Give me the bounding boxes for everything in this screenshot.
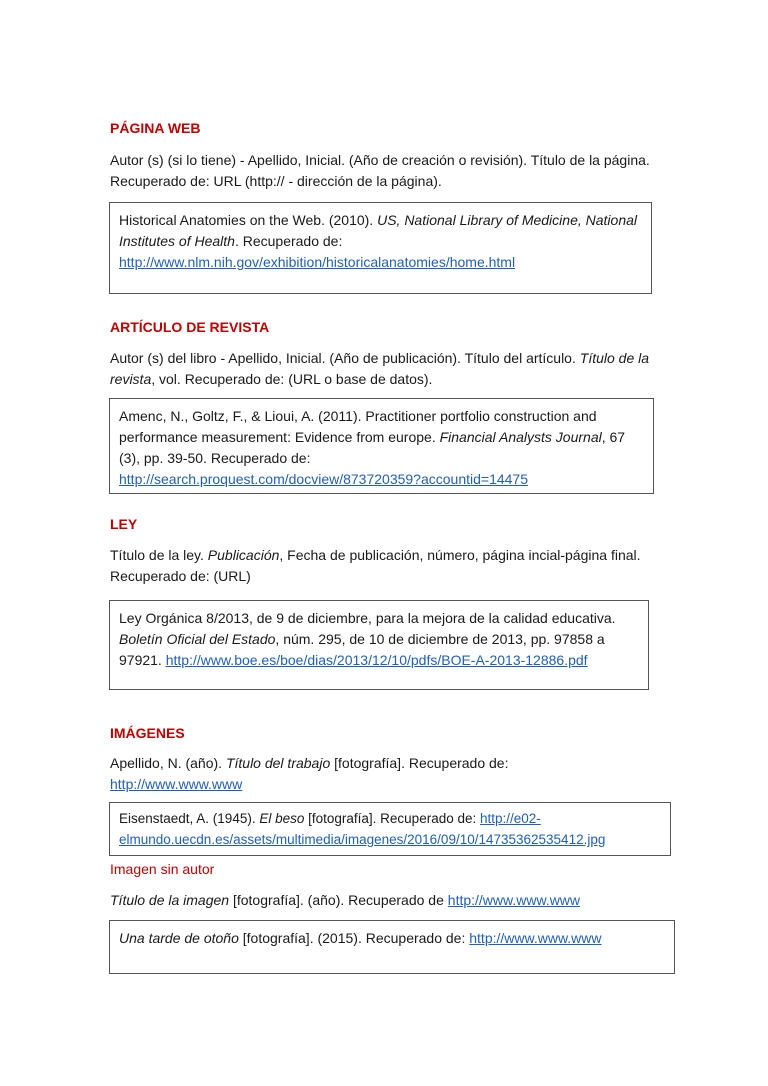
web-format-line1: Autor (s) (si lo tiene) - Apellido, Inicial. (Año de creación o revisión). Título de la página. bbox=[110, 152, 650, 168]
images-example-link-part2[interactable]: elmundo.uecdn.es/assets/multimedia/imagenes/2016/09/10/14735362535412.jpg bbox=[119, 832, 606, 847]
images-example-text2: [fotografía]. Recuperado de: bbox=[304, 811, 480, 826]
images-example-text: Eisenstaedt, A. (1945). bbox=[119, 811, 260, 826]
images-format-text2: [fotografía]. Recuperado de: bbox=[330, 755, 509, 771]
web-example-italic: US, National Library of Medicine, National Institutes of Health bbox=[119, 212, 637, 249]
heading-pagina-web: PÁGINA WEB bbox=[110, 120, 201, 136]
noauthor-example-italic: Una tarde de otoño bbox=[119, 930, 239, 946]
law-example-text2: , núm. 295, de 10 de diciembre de 2013, pp. 97858 a 97921. bbox=[119, 631, 605, 668]
noauthor-format-text: [fotografía]. (año). Recuperado de bbox=[229, 892, 448, 908]
web-example-text2: . Recuperado de: bbox=[234, 233, 343, 249]
law-format-italic: Publicación bbox=[207, 547, 280, 563]
article-example-text2: , 67 (3), pp. 39-50. Recuperado de: bbox=[119, 429, 626, 466]
law-format-line2: Recuperado de: (URL) bbox=[110, 568, 251, 584]
web-example-text: Historical Anatomies on the Web. (2010). bbox=[119, 212, 378, 228]
heading-ley: LEY bbox=[110, 516, 138, 532]
noauthor-example-text: [fotografía]. (2015). Recuperado de: bbox=[238, 930, 470, 946]
images-format-text: Apellido, N. (año). bbox=[110, 755, 226, 771]
article-format-italic: Título de la revista bbox=[110, 350, 650, 387]
images-example-italic: El beso bbox=[259, 811, 305, 826]
article-format-text: Autor (s) del libro - Apellido, Inicial. (Año de publicación). Título del artículo. bbox=[110, 350, 580, 366]
law-format bbox=[110, 545, 670, 587]
web-format-line2: Recuperado de: URL (http:// - dirección de la página). bbox=[110, 173, 442, 189]
heading-articulo-revista: ARTÍCULO DE REVISTA bbox=[110, 319, 270, 335]
law-format-text2: , Fecha de publicación, número, página incial-página final. bbox=[279, 547, 641, 563]
images-format-link[interactable]: http://www.www.www bbox=[110, 776, 243, 792]
law-example-italic: Boletín Oficial del Estado bbox=[119, 631, 276, 647]
article-format bbox=[110, 348, 650, 390]
web-format bbox=[110, 150, 690, 192]
noauthor-format bbox=[110, 890, 670, 911]
law-example-box bbox=[109, 600, 649, 690]
law-example-text: Ley Orgánica 8/2013, de 9 de diciembre, para la mejora de la calidad educativa. bbox=[119, 610, 616, 626]
law-format-text: Título de la ley. bbox=[110, 547, 208, 563]
article-format-text2: , vol. Recuperado de: (URL o base de datos). bbox=[151, 371, 433, 387]
images-example-box bbox=[109, 802, 671, 856]
article-example-link[interactable]: http://search.proquest.com/docview/873720359?accountid=14475 bbox=[119, 471, 529, 487]
article-example-text: Amenc, N., Goltz, F., & Lioui, A. (2011). Practitioner portfolio construction and performance measurement: Evidence from europe. bbox=[119, 408, 597, 445]
images-example-link-part1[interactable]: http://e02- bbox=[480, 811, 541, 826]
images-format-italic: Título del trabajo bbox=[225, 755, 331, 771]
law-example-link[interactable]: http://www.boe.es/boe/dias/2013/12/10/pdfs/BOE-A-2013-12886.pdf bbox=[165, 652, 588, 668]
noauthor-format-link[interactable]: http://www.www.www bbox=[447, 892, 581, 908]
heading-imagenes: IMÁGENES bbox=[110, 725, 185, 741]
noauthor-format-italic: Título de la imagen bbox=[110, 892, 230, 908]
article-example-box bbox=[109, 398, 654, 494]
noauthor-example-box bbox=[109, 920, 675, 974]
no-author-label: Imagen sin autor bbox=[110, 861, 215, 877]
article-example-italic: Financial Analysts Journal bbox=[439, 429, 602, 445]
web-example-box bbox=[109, 202, 652, 294]
images-format bbox=[110, 753, 650, 795]
web-example-link[interactable]: http://www.nlm.nih.gov/exhibition/historicalanatomies/home.html bbox=[119, 254, 516, 270]
noauthor-example-link[interactable]: http://www.www.www bbox=[469, 930, 602, 946]
